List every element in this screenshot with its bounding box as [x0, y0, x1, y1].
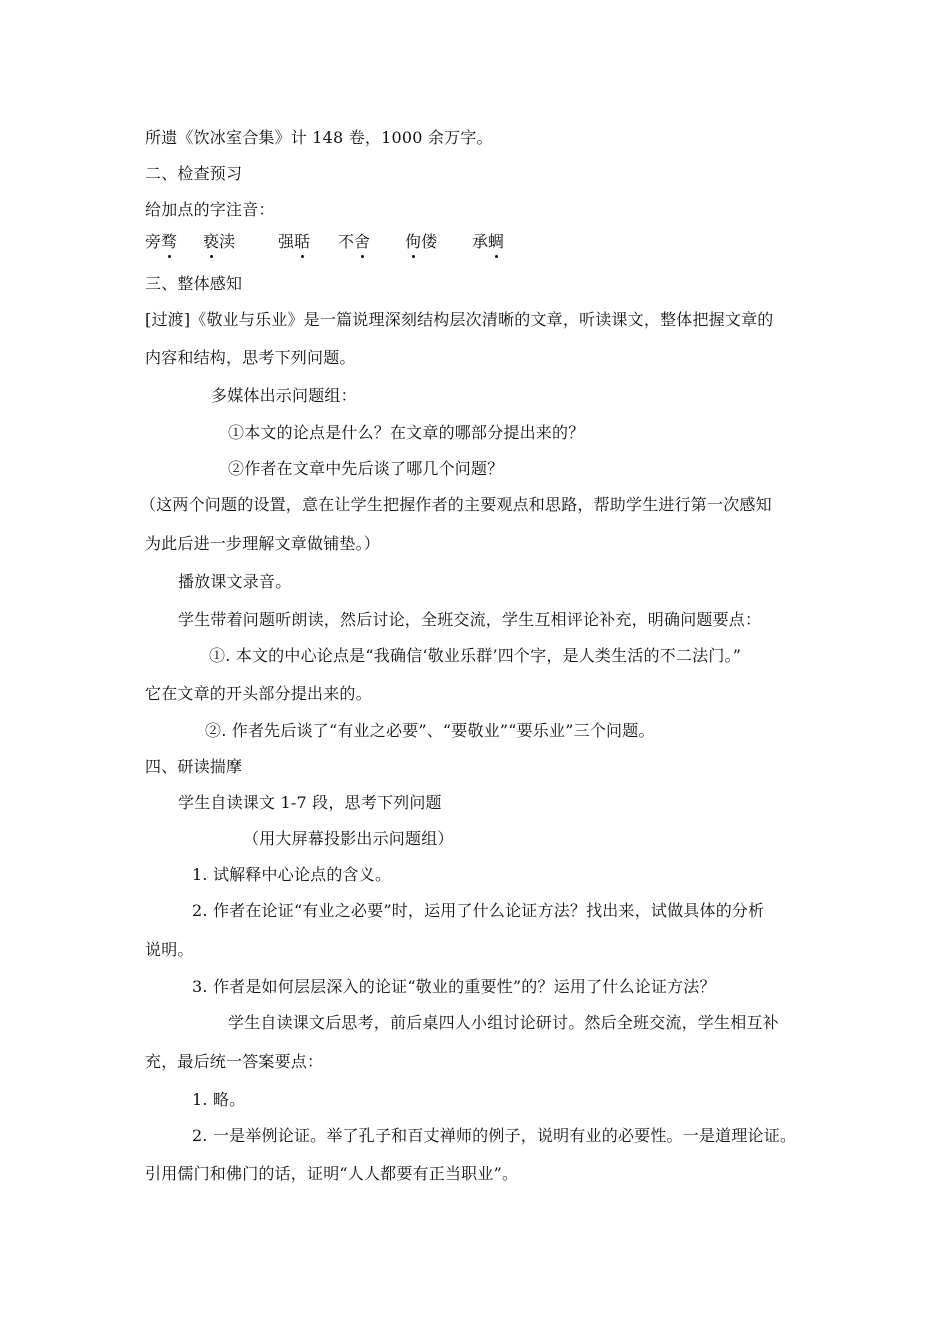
vocab-word-5: [405, 232, 437, 252]
vocab-dotted-char: 聒: [294, 232, 311, 251]
note-line-2: 为此后进一步理解文章做铺垫。）: [145, 534, 381, 553]
transition-line-2: 内容和结构，思考下列问题。: [145, 348, 356, 367]
question-2-line-1: 2. 作者在论证“有业之必要”时，运用了什么论证方法？找出来，试做具体的分析: [192, 901, 765, 920]
play-audio-line: 播放课文录音。: [178, 572, 292, 591]
answer-circle-1-line-1: ①. 本文的中心论点是“我确信‘敬业乐群’四个字，是人类生活的不二法门。”: [209, 646, 742, 665]
note-line-1: （这两个问题的设置，意在让学生把握作者的主要观点和思路，帮助学生进行第一次感知: [140, 495, 772, 514]
vocab-word-4: [338, 232, 370, 252]
section-heading-3: 三、整体感知: [145, 274, 243, 293]
vocab-word-6: [472, 232, 504, 252]
vocab-dotted-char: 骛: [161, 232, 178, 251]
question-circle-1: ①本文的论点是什么？在文章的哪部分提出来的？: [228, 423, 585, 442]
vocab-word-1: [145, 232, 177, 252]
phonetic-prompt: 给加点的字注音：: [145, 200, 275, 219]
section-heading-4: 四、研读揣摩: [145, 757, 243, 776]
vocab-dotted-char: 舍: [354, 232, 371, 251]
answer-circle-2: ②. 作者先后谈了“有业之必要”、“要敬业”“要乐业”三个问题。: [205, 721, 655, 740]
answer-1: 1. 略。: [192, 1090, 246, 1109]
vocab-word-2: [203, 232, 235, 252]
multimedia-label: 多媒体出示问题组：: [211, 386, 357, 405]
vocab-char: 旁: [145, 232, 162, 251]
answer-2-line-1: 2. 一是举例论证。举了孔子和百丈禅师的例子，说明有业的必要性。一是道理论证。: [192, 1126, 797, 1145]
transition-line-1: [过渡]《敬业与乐业》是一篇说理深刻结构层次清晰的文章，听读课文，整体把握文章的: [145, 310, 774, 329]
question-circle-2: ②作者在文章中先后谈了哪几个问题？: [228, 459, 504, 478]
projection-line: （用大屏幕投影出示问题组）: [243, 829, 454, 848]
vocab-dotted-char: 佝: [405, 232, 422, 251]
section-heading-2: 二、检查预习: [145, 164, 243, 183]
vocab-char: 渎: [219, 232, 236, 251]
after-read-line-2: 充，最后统一答案要点：: [145, 1052, 324, 1071]
vocab-char: 承: [472, 232, 489, 251]
answer-2-line-2: 引用儒门和佛门的话，证明“人人都要有正当职业”。: [145, 1164, 519, 1183]
intro-line: 所遗《饮冰室合集》计 148 卷，1000 余万字。: [145, 128, 493, 147]
students-discuss-line: 学生带着问题听朗读，然后讨论，全班交流，学生互相评论补充，明确问题要点：: [178, 610, 762, 629]
after-read-line-1: 学生自读课文后思考，前后桌四人小组讨论研讨。然后全班交流，学生相互补: [228, 1013, 779, 1032]
answer-circle-1-line-2: 它在文章的开头部分提出来的。: [145, 684, 372, 703]
vocab-word-3: [278, 232, 310, 252]
vocab-char: 偻: [421, 232, 438, 251]
question-2-line-2: 说明。: [145, 940, 194, 959]
question-3: 3. 作者是如何层层深入的论证“敬业的重要性”的？运用了什么论证方法？: [192, 977, 716, 996]
vocab-dotted-char: 亵: [203, 232, 220, 251]
question-1: 1. 试解释中心论点的含义。: [192, 865, 392, 884]
vocab-char: 强: [278, 232, 295, 251]
vocab-char: 不: [338, 232, 355, 251]
self-read-line: 学生自读课文 1-7 段，思考下列问题: [178, 793, 442, 812]
vocab-dotted-char: 蜩: [488, 232, 505, 251]
